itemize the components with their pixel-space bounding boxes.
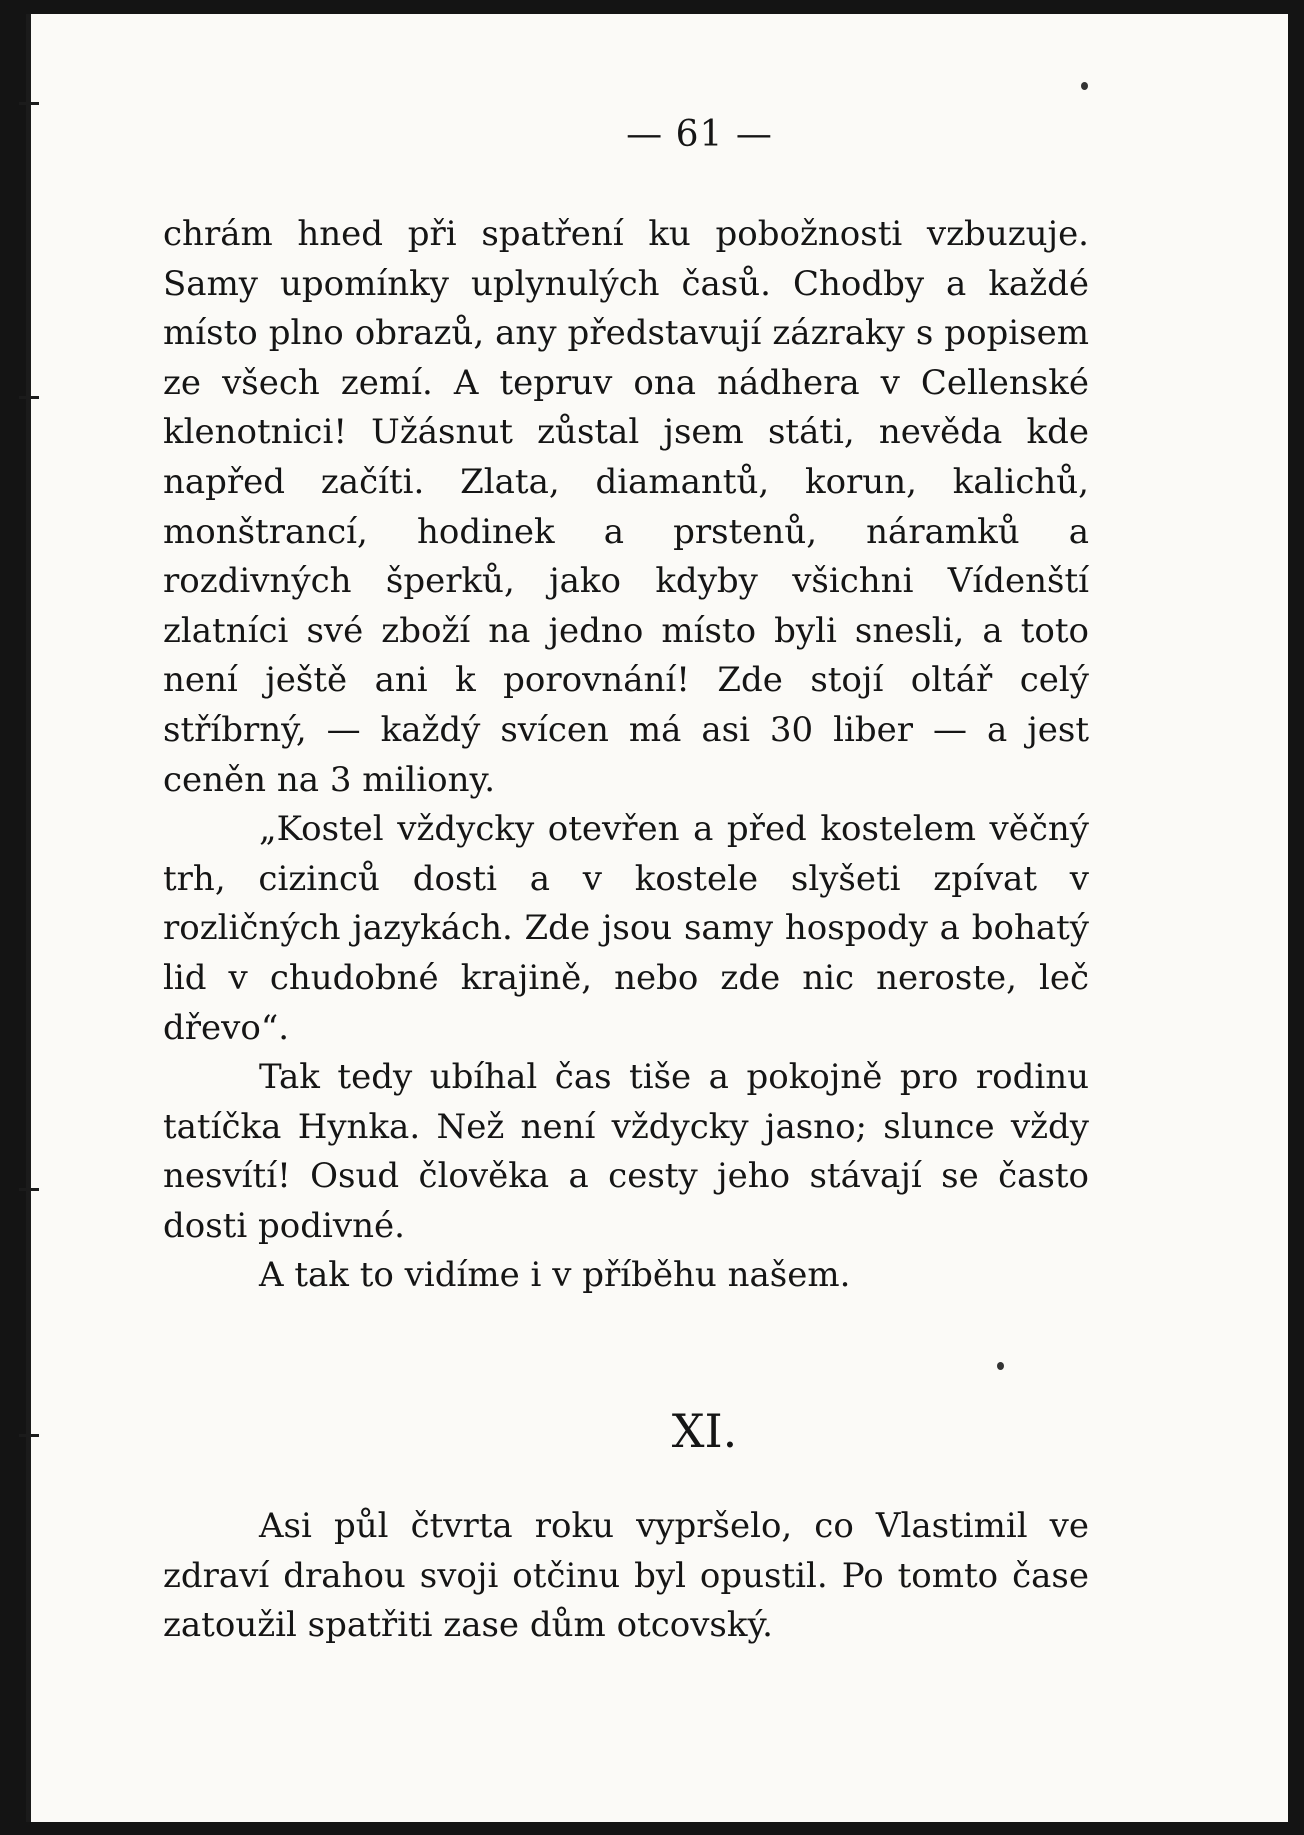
book-page (26, 14, 1288, 1822)
body-text (163, 210, 1089, 1301)
paragraph: chrám hned při spatření ku pobožnosti vzbuzuje. Samy upomínky uplynulých časů. Chodby a každé místo plno obrazů, any představují zázraky s popisem ze všech zemí. A tepruv ona nádhera v Cellenské klenotnici! Užásnut zůstal jsem státi, nevěda kde napřed začíti. Zlata, diamantů, korun, kalichů, monštrancí, hodinek a prstenů, náramků a rozdivných šperků, jako kdyby všichni Vídenští zlatníci své zboží na jedno místo byli snesli, a toto není ještě ani k porovnání! Zde stojí oltář celý stříbrný, — každý svícen má asi 30 liber — a jest ceněn na 3 miliony. (163, 214, 1089, 800)
binding-mark (19, 1188, 39, 1191)
chapter-text (163, 1502, 1089, 1651)
paragraph: Asi půl čtvrta roku vypršelo, co Vlastimil ve zdraví drahou svoji otčinu byl opustil. Po tomto čase zatoužil spatřiti zase dům otcovský. (163, 1506, 1089, 1646)
chapter-heading: XI. (671, 1404, 738, 1458)
paragraph: „Kostel vždycky otevřen a před kostelem věčný trh, cizinců dosti a v kostele slyšeti zpívat v rozličných jazykách. Zde jsou samy hospody a bohatý lid v chudobné krajině, nebo zde nic neroste, leč dřevo“. (163, 809, 1089, 1048)
ink-speck (997, 1362, 1004, 1370)
binding-mark (19, 102, 39, 105)
page-number: — 61 — (626, 114, 773, 155)
binding-mark (19, 396, 39, 399)
paragraph: A tak to vidíme i v příběhu našem. (259, 1255, 851, 1296)
ink-speck (1081, 82, 1088, 90)
paragraph: Tak tedy ubíhal čas tiše a pokojně pro rodinu tatíčka Hynka. Než není vždycky jasno; slunce vždy nesvítí! Osud člověka a cesty jeho stávají se často dosti podivné. (163, 1057, 1089, 1246)
